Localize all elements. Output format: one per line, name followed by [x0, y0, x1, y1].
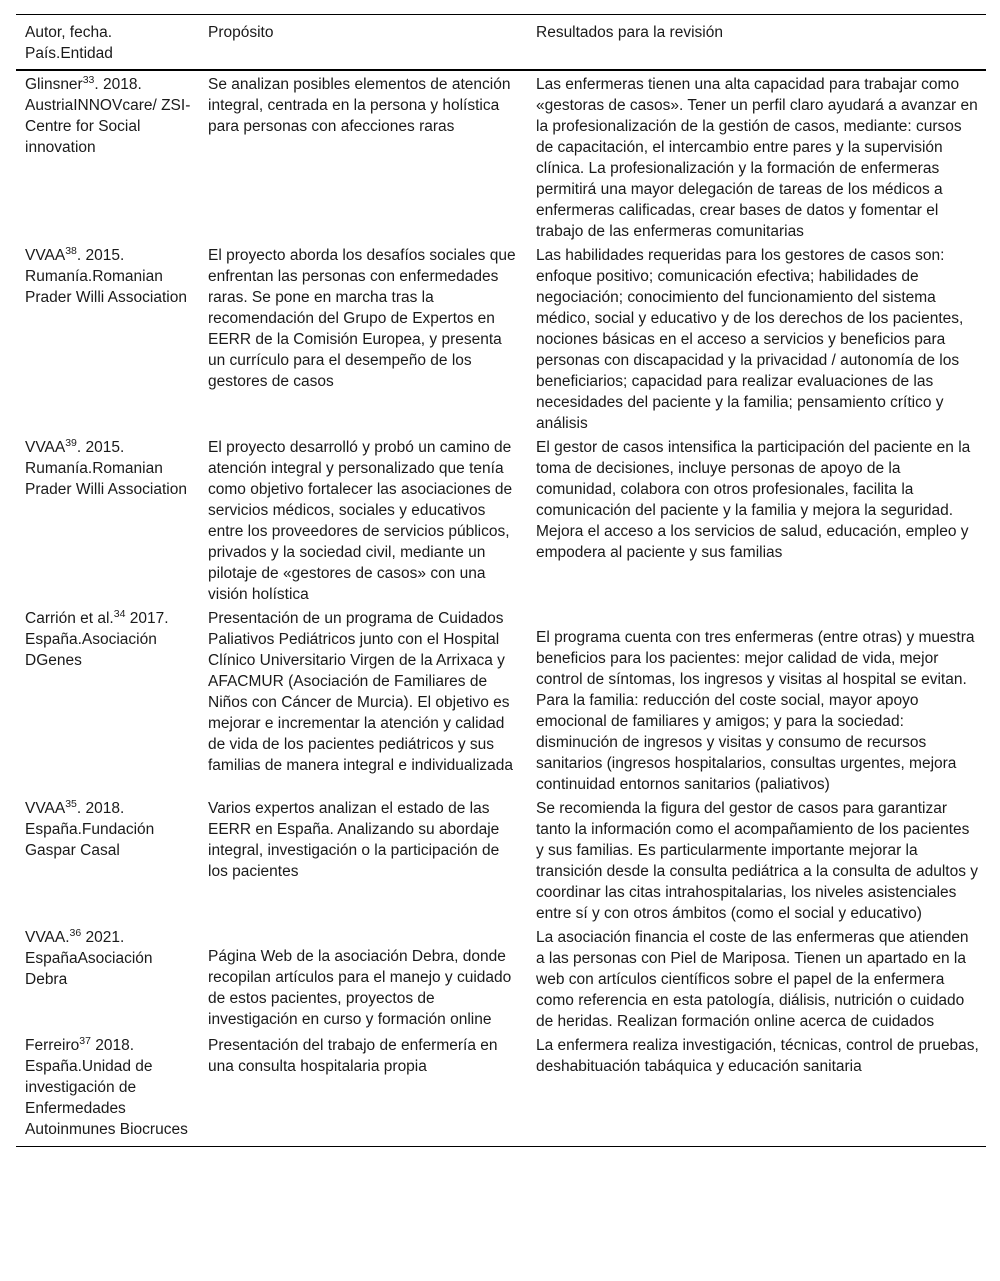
results-cell: El programa cuenta con tres enfermeras (entre otras) y muestra beneficios para los pacientes: mejor calidad de vida, mejor control de síntomas, los ingresos y visitas al hospital se evitan. Para la familia: reducción del coste social, mayor apoyo emocional de familiares y amigos; y para la sociedad: disminución de ingresos y visitas y consumo de recursos sanitarios (ingresos hospitalarios, consultas urgentes, mejora continuidad entornos sanitarios (paliativos): [536, 629, 975, 793]
author-cell: VVAA.$^{36}$ 2021. EspañaAsociación Debra: [25, 927, 153, 988]
citation-ref: 38: [65, 245, 77, 257]
table-row: [16, 71, 986, 243]
results-cell: El gestor de casos intensifica la participación del paciente en la toma de decisiones, incluye personas de apoyo de la comunidad, colabora con otros profesionales, facilita la comunicación del paciente y la familia y mejora la seguridad. Mejora el acceso a los servicios de salud, educación, empleo y empodera al paciente y sus familias: [536, 439, 971, 561]
citation-ref: 37: [79, 1035, 91, 1047]
citation-ref: 35: [65, 798, 77, 810]
table-row: [16, 243, 986, 435]
citation-ref: 36: [69, 927, 82, 939]
results-cell: La asociación financia el coste de las enfermeras que atienden a las personas con Piel de Mariposa. Tienen un apartado en la web con artículos científicos sobre el papel de la enfermera como referencia en esta patología, diálisis, nutrición o cuidado de heridas. Realizan formación online acerca de cuidados: [536, 929, 969, 1030]
table-row: [16, 1033, 986, 1146]
header-author: Autor, fecha. País.Entidad: [25, 24, 113, 62]
header-purpose: Propósito: [208, 24, 274, 41]
citation-ref: 39: [65, 437, 77, 449]
purpose-cell: Varios expertos analizan el estado de las EERR en España. Analizando su abordaje integral, investigación o la participación de los pacientes: [208, 800, 500, 880]
results-cell: Las habilidades requeridas para los gestores de casos son: enfoque positivo; comunicación efectiva; habilidades de negociación; conocimiento del funcionamiento del sistema médico, social y educativo y de los derechos de los pacientes, nociones básicas en el acceso a servicios y beneficios para personas con discapacidad y la privacidad / autonomía de los beneficiarios; capacidad para realizar evaluaciones de las necesidades del paciente y la familia; pensamiento crítico y análisis: [536, 247, 964, 432]
header-results: Resultados para la revisión: [536, 24, 723, 41]
review-table: [16, 14, 986, 1147]
author-cell: VVAA$^{35}$. 2018. España.Fundación Gaspar Casal: [25, 798, 155, 859]
citation-ref: 34: [113, 608, 126, 620]
purpose-cell: El proyecto desarrolló y probó un camino de atención integral y personalizado que tenía como objetivo fortalecer las asociaciones de servicios médicos, sociales y educativos entre los proveedores de servicios públicos, privados y la sociedad civil, mediante un pilotaje de «gestores de casos» con una visión holística: [208, 439, 513, 603]
results-cell: Las enfermeras tienen una alta capacidad para trabajar como «gestoras de casos». Tener un perfil claro ayudará a avanzar en la profesionalización de la gestión de casos, mediante: cursos de capacitación, el intercambio entre pares y la supervisión clínica. La profesionalización y la formación de enfermeras permitirá una mayor delegación de tareas de los médicos a enfermeras calificadas, crear bases de datos y fomentar el trabajo de las enfermeras comunitarias: [536, 76, 978, 240]
purpose-cell: El proyecto aborda los desafíos sociales que enfrentan las personas con enfermedades raras. Se pone en marcha tras la recomendación del Grupo de Expertos en EERR de la Comisión Europea, y presenta un currículo para el desempeño de los gestores de casos: [208, 247, 516, 390]
table-header: [16, 15, 986, 71]
author-cell: Glinsner$^{33}$. 2018. AustriaINNOVcare/ ZSI-Centre for Social innovation: [25, 74, 191, 156]
purpose-cell: Presentación de un programa de Cuidados Paliativos Pediátricos junto con el Hospital Clínico Universitario Virgen de la Arrixaca y AFACMUR (Asociación de Familiares de Niños con Cáncer de Murcia). El objetivo es mejorar e incrementar la atención y calidad de vida de los pacientes pediátricos y sus familias de manera integral e individualizada: [208, 610, 514, 774]
results-cell: La enfermera realiza investigación, técnicas, control de pruebas, deshabituación tabáquica y educación sanitaria: [536, 1037, 979, 1075]
purpose-cell: Presentación del trabajo de enfermería en una consulta hospitalaria propia: [208, 1037, 498, 1075]
table-row: [16, 606, 986, 796]
table-row: [16, 796, 986, 925]
table-row: [16, 435, 986, 606]
purpose-cell: Se analizan posibles elementos de atención integral, centrada en la persona y holística para personas con afecciones raras: [208, 76, 511, 135]
author-cell: VVAA$^{39}$. 2015. Rumanía.Romanian Prader Willi Association: [25, 437, 187, 498]
author-cell: Ferreiro$^{37}$ 2018. España.Unidad de investigación de Enfermedades Autoinmunes Biocruces: [25, 1035, 188, 1138]
author-cell: VVAA$^{38}$. 2015. Rumanía.Romanian Prader Willi Association: [25, 245, 187, 306]
purpose-cell: Página Web de la asociación Debra, donde recopilan artículos para el manejo y cuidado de estos pacientes, proyectos de investigación en curso y formación online: [208, 948, 512, 1028]
table-row: [16, 925, 986, 1033]
results-cell: Se recomienda la figura del gestor de casos para garantizar tanto la información como el acompañamiento de los pacientes y sus familias. Es particularmente importante mejorar la transición desde la consulta pediátrica a la consulta de adultos y coordinar las citas intrahospitalarias, los niveles asistenciales entre sí y con otros ámbitos (como el social y educativo): [536, 800, 979, 922]
citation-ref: 33: [82, 74, 95, 86]
author-cell: Carrión et al.$^{34}$ 2017. España.Asociación DGenes: [25, 608, 169, 669]
